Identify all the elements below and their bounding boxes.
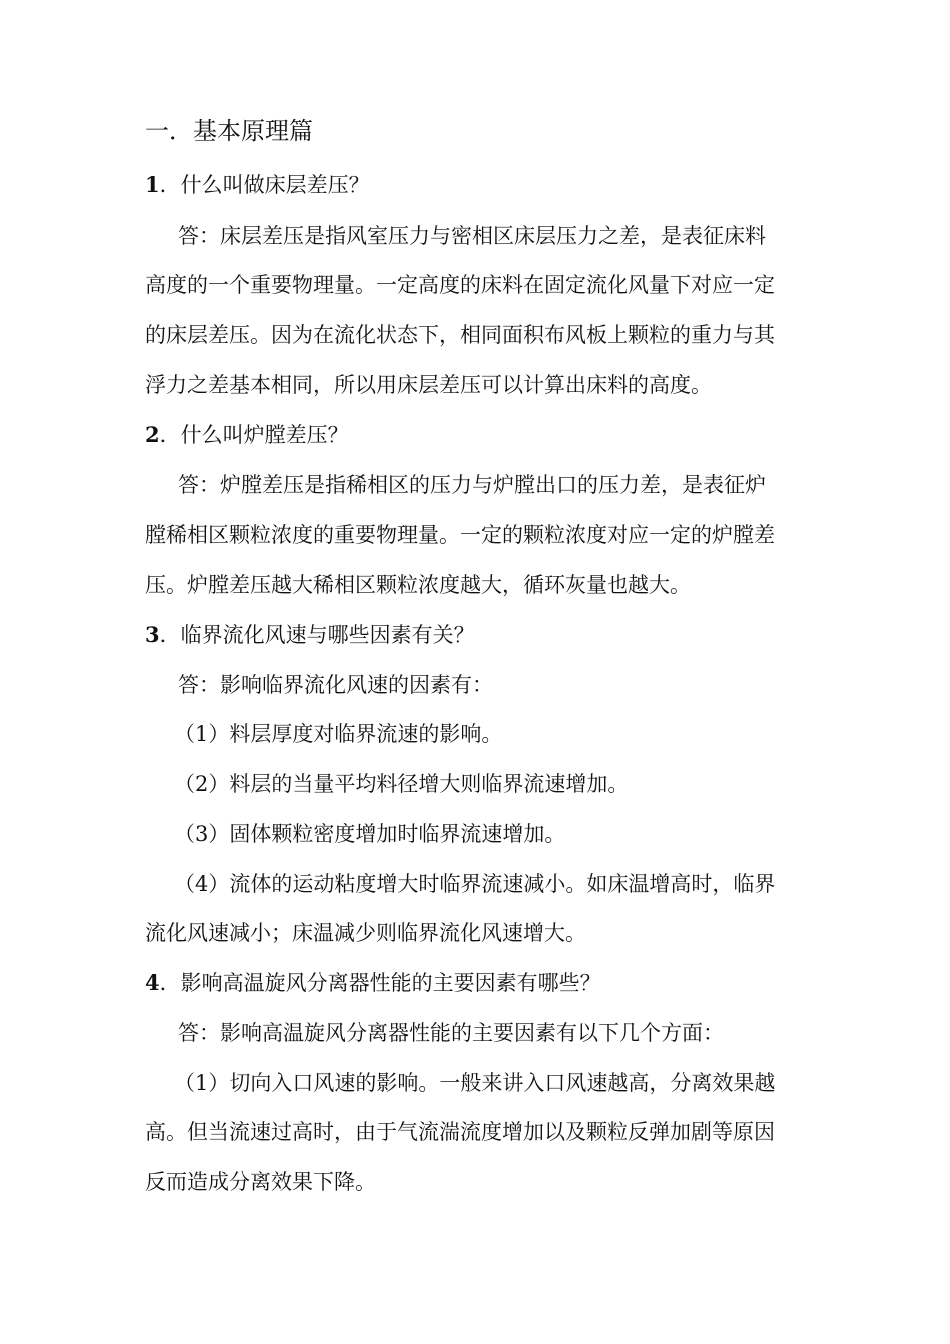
- question-number: 3: [145, 622, 160, 647]
- answer-line: （2）料层的当量平均料径增大则临界流速增加。: [174, 772, 629, 796]
- answer-line: 高度的一个重要物理量。一定高度的床料在固定流化风量下对应一定: [145, 273, 775, 297]
- answer-line: 的床层差压。因为在流化状态下，相同面积布风板上颗粒的重力与其: [145, 323, 775, 347]
- answer-line: 答：炉膛差压是指稀相区的压力与炉膛出口的压力差，是表征炉: [178, 473, 766, 497]
- answer-line: （1）切向入口风速的影响。一般来讲入口风速越高，分离效果越: [174, 1071, 776, 1095]
- question-number-dot: ．: [159, 971, 181, 995]
- answer-line: 膛稀相区颗粒浓度的重要物理量。一定的颗粒浓度对应一定的炉膛差: [145, 523, 775, 547]
- question-number-dot: ．: [159, 623, 181, 647]
- answer-line: （4）流体的运动粘度增大时临界流速减小。如床温增高时，临界: [174, 872, 776, 896]
- answer-line: 答：影响高温旋风分离器性能的主要因素有以下几个方面：: [178, 1021, 724, 1045]
- answer-line: 流化风速减小；床温减少则临界流化风速增大。: [145, 921, 586, 945]
- answer-line: （3）固体颗粒密度增加时临界流速增加。: [174, 822, 566, 846]
- section-title: 一．基本原理篇: [145, 117, 313, 145]
- answer-line: （1）料层厚度对临界流速的影响。: [174, 722, 503, 746]
- answer-line: 压。炉膛差压越大稀相区颗粒浓度越大，循环灰量也越大。: [145, 573, 691, 597]
- question-heading: [145, 170, 950, 200]
- answer-line: 答：影响临界流化风速的因素有：: [178, 673, 493, 697]
- question-heading: [145, 420, 950, 450]
- question-number-dot: ．: [159, 173, 181, 197]
- answer-line: 答：床层差压是指风室压力与密相区床层压力之差，是表征床料: [178, 224, 766, 248]
- question-number: 2: [145, 422, 160, 447]
- question-number: 1: [145, 172, 160, 197]
- question-title: 影响高温旋风分离器性能的主要因素有哪些？: [180, 971, 601, 995]
- question-number: 4: [145, 970, 160, 995]
- question-title: 什么叫做床层差压？: [180, 173, 370, 197]
- answer-line: 反而造成分离效果下降。: [145, 1170, 376, 1194]
- question-heading: [145, 620, 950, 650]
- question-title: 临界流化风速与哪些因素有关？: [180, 623, 475, 647]
- answer-line: 浮力之差基本相同，所以用床层差压可以计算出床料的高度。: [145, 373, 712, 397]
- answer-line: 高。但当流速过高时，由于气流湍流度增加以及颗粒反弹加剧等原因: [145, 1120, 775, 1144]
- question-title: 什么叫炉膛差压？: [180, 423, 349, 447]
- question-heading: [145, 968, 950, 998]
- question-number-dot: ．: [159, 423, 181, 447]
